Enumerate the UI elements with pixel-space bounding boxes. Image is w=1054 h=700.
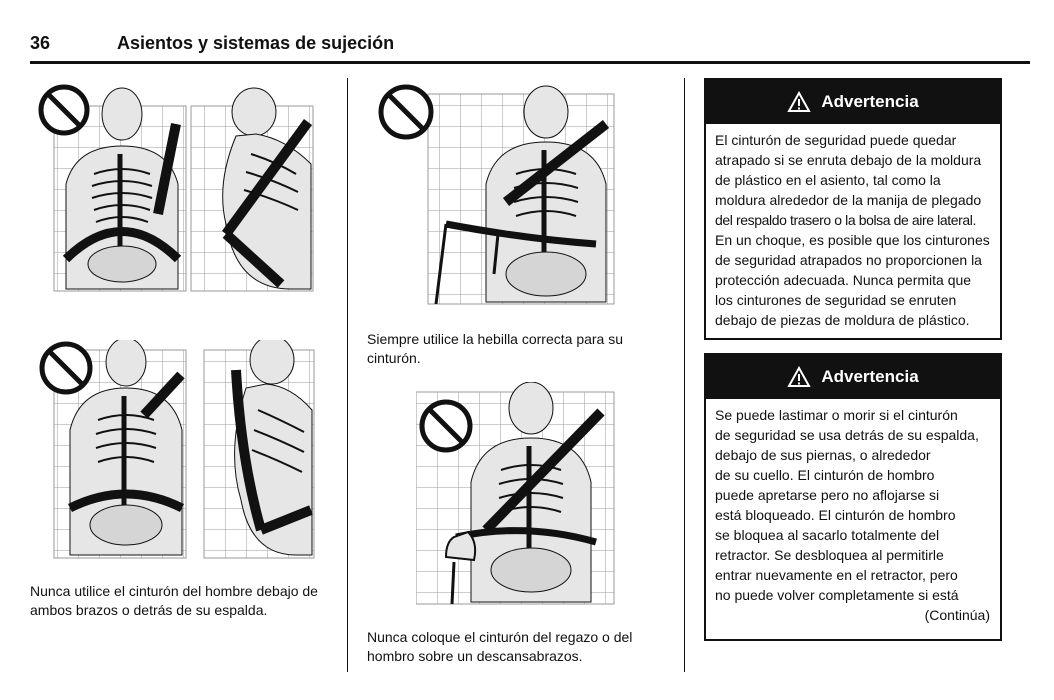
warning-line: atrapado si se enruta debajo de la moldura <box>715 152 982 168</box>
figure-wrong-buckle <box>376 84 616 306</box>
caption-correct-buckle: Siempre utilice la hebilla correcta para su cinturón. <box>367 331 624 366</box>
warning-title: Advertencia <box>821 92 919 111</box>
warning-header <box>706 355 1000 399</box>
warning-line: protección adecuada. Nunca permita que <box>715 272 972 288</box>
header-rule <box>30 61 1030 64</box>
column-divider-2 <box>684 78 685 672</box>
warning-line: El cinturón de seguridad puede quedar <box>715 132 957 148</box>
warning-line: retractor. Se desbloquea al permitirle <box>715 547 944 563</box>
continued-label: (Continúa) <box>924 607 990 623</box>
warning-triangle-icon <box>787 91 811 113</box>
prohibited-icon <box>41 87 87 133</box>
warning-line: debajo de piezas de moldura de plástico. <box>715 312 970 328</box>
warning-triangle-icon <box>787 366 811 388</box>
warning-line: puede apretarse pero no aflojarse si <box>715 487 940 503</box>
page-number: 36 <box>30 33 51 53</box>
prohibited-icon <box>381 87 431 137</box>
warning-line: se bloquea al sacarlo totalmente del <box>715 527 940 543</box>
figure-belt-behind-back <box>36 340 316 560</box>
warning-line: de seguridad atrapados no proporcionen la <box>715 252 982 268</box>
prohibited-icon <box>42 344 90 392</box>
prohibited-icon <box>422 402 470 450</box>
warning-line: de su cuello. El cinturón de hombro <box>715 467 935 483</box>
warning-line: de plástico en el asiento, tal como la <box>715 172 941 188</box>
caption-belt-under-arms: Nunca utilice el cinturón del hombre debajo de ambos brazos o detrás de su espalda. <box>30 583 318 618</box>
warning-line: entrar nuevamente en el retractor, pero <box>715 567 958 583</box>
warning-line: los cinturones de seguridad se enruten <box>715 292 957 308</box>
warning-line: de seguridad se usa detrás de su espalda, <box>715 427 979 443</box>
warning-header <box>706 80 1000 124</box>
caption-belt-over-armrest: Nunca coloque el cinturón del regazo o del hombro sobre un descansabrazos. <box>367 629 633 664</box>
warning-title: Advertencia <box>821 367 919 386</box>
column-divider-1 <box>347 78 348 672</box>
warning-box-trapped-belt <box>704 78 1002 340</box>
warning-line: debajo de sus piernas, o alrededor <box>715 447 931 463</box>
warning-body <box>706 399 1000 631</box>
warning-line: moldura alrededor de la manija de plegado <box>715 192 982 208</box>
warning-line: Se puede lastimar o morir si el cinturón <box>715 407 958 423</box>
warning-line: no puede volver completamente si está <box>715 587 959 603</box>
warning-box-belt-placement <box>704 353 1002 641</box>
warning-line: En un choque, es posible que los cinturones <box>715 232 990 248</box>
figure-belt-under-arms <box>36 84 316 294</box>
page-header <box>30 30 1030 60</box>
warning-body <box>706 124 1000 336</box>
figure-belt-over-armrest <box>416 382 616 606</box>
warning-line: del respaldo trasero o la bolsa de aire lateral. <box>715 212 976 228</box>
page-title: Asientos y sistemas de sujeción <box>117 33 395 53</box>
warning-line: está bloqueado. El cinturón de hombro <box>715 507 956 523</box>
